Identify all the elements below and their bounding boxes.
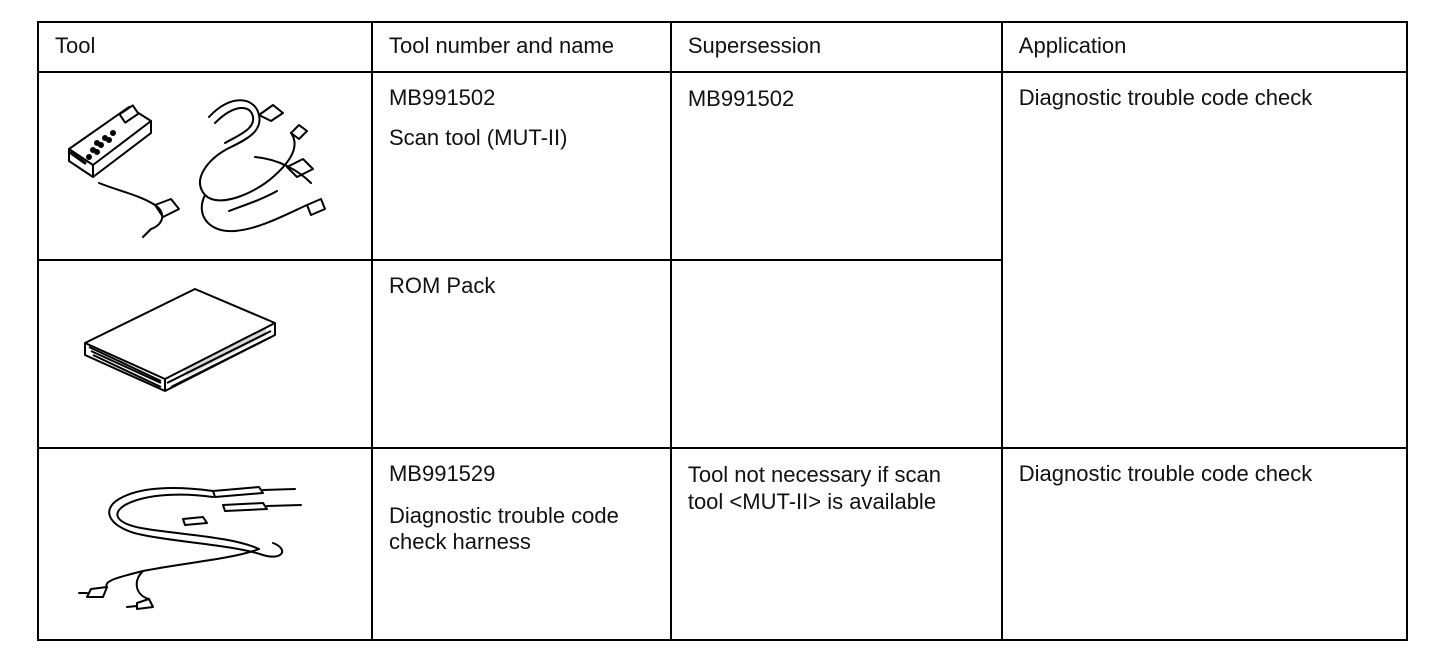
table-row bbox=[38, 448, 1407, 640]
header-tool-number-and-name: Tool number and name bbox=[372, 22, 671, 72]
supersession-value: MB991502 bbox=[687, 86, 795, 111]
header-application: Application bbox=[1002, 22, 1407, 72]
tool-name: Scan tool (MUT-II) bbox=[388, 125, 568, 150]
tool-number-and-name-cell bbox=[372, 72, 671, 260]
application-value: Diagnostic trouble code check bbox=[1018, 461, 1313, 486]
application-value: Diagnostic trouble code check bbox=[1018, 85, 1313, 110]
tool-number: MB991529 bbox=[388, 461, 496, 486]
tool-image-cell bbox=[38, 72, 372, 260]
tool-image-cell bbox=[38, 448, 372, 640]
supersession-cell bbox=[671, 448, 1002, 640]
tool-image-cell bbox=[38, 260, 372, 448]
header-tool: Tool bbox=[38, 22, 372, 72]
supersession-cell bbox=[671, 260, 1002, 448]
supersession-cell bbox=[671, 72, 1002, 260]
tool-name: ROM Pack bbox=[388, 273, 496, 298]
tool-name: Diagnostic trouble code check harness bbox=[388, 503, 619, 554]
tool-number-and-name-cell bbox=[372, 448, 671, 640]
tool-number-and-name-cell bbox=[372, 260, 671, 448]
application-cell bbox=[1002, 448, 1407, 640]
table-header-row bbox=[38, 22, 1407, 72]
supersession-value: Tool not necessary if scan tool <MUT-II> is available bbox=[687, 462, 941, 514]
header-supersession: Supersession bbox=[671, 22, 1002, 72]
tool-number: MB991502 bbox=[388, 85, 496, 110]
rom-pack-icon bbox=[75, 283, 285, 413]
special-tools-table bbox=[37, 21, 1408, 641]
table-row bbox=[38, 72, 1407, 260]
application-cell bbox=[1002, 72, 1407, 448]
scan-tool-mut-ii-icon bbox=[59, 87, 329, 247]
diagnostic-harness-icon bbox=[63, 463, 323, 613]
